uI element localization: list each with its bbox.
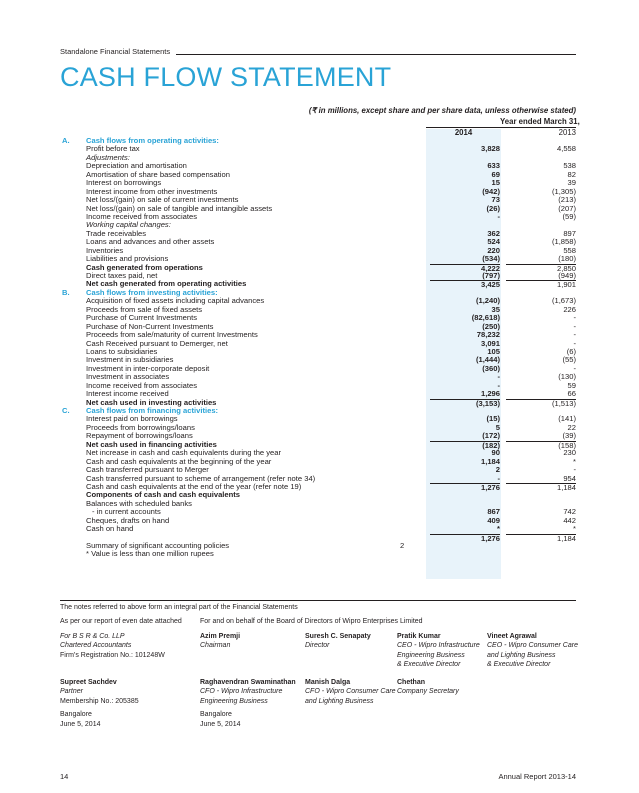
value-2014: 362: [487, 228, 500, 238]
signatory-senapaty: Suresh C. Senapaty Director: [305, 633, 371, 650]
value-2013: 39: [567, 178, 576, 188]
value-2014: (534): [482, 254, 500, 264]
report-name: Annual Report 2013-14: [498, 772, 576, 781]
value-2013: -: [573, 330, 576, 340]
value-2014: 105: [487, 346, 500, 356]
row-label: Cash flows from investing activities:: [86, 287, 218, 297]
value-2013: 226: [563, 304, 576, 314]
value-2014: (1,240): [475, 296, 500, 306]
row-label: Interest income from other investments: [86, 186, 218, 196]
value-2013: 2,850: [506, 264, 576, 273]
value-2013: (55): [562, 355, 576, 365]
board-behalf: For and on behalf of the Board of Directors of Wipro Enterprises Limited: [200, 618, 423, 625]
row-label: Acquisition of fixed assets including capital advances: [86, 296, 265, 306]
value-2013: (6): [566, 346, 576, 356]
table-row: [60, 550, 576, 558]
value-2014: -: [497, 380, 500, 390]
value-2014: 1,184: [480, 456, 500, 466]
value-2013: -: [573, 321, 576, 331]
row-label: Components of cash and cash equivalents: [86, 490, 241, 500]
value-2014: (172): [482, 431, 500, 441]
auditor-block: [60, 632, 165, 660]
value-2013: (158): [506, 441, 576, 450]
row-label: Income received from associates: [86, 211, 197, 221]
value-2013: 1,184: [506, 534, 576, 543]
value-2013: 1,901: [506, 280, 576, 289]
units-note: (₹ in millions, except share and per share data, unless otherwise stated): [308, 106, 576, 115]
value-2013: *: [573, 456, 576, 466]
row-label: Net loss/(gain) on sale of current investments: [86, 195, 239, 205]
value-2013: (39): [562, 431, 576, 441]
value-2013: 4,558: [556, 144, 576, 154]
value-2014: 73: [491, 195, 500, 205]
value-2013: 954: [563, 473, 576, 483]
row-label: Cash transferred pursuant to scheme of arrangement (refer note 34): [86, 473, 316, 483]
value-2014: 90: [491, 448, 500, 458]
value-2014: 220: [487, 245, 500, 255]
value-2014: -: [497, 211, 500, 221]
value-2013: (213): [558, 195, 576, 205]
value-2014: *: [497, 524, 500, 534]
row-label: Working capital changes:: [86, 220, 171, 230]
value-2013: -: [573, 338, 576, 348]
partner-block: Supreet Sachdev Partner Membership No.: 205385 Bangalore June 5, 2014: [60, 679, 139, 728]
row-label: Cash and cash equivalents at the end of the year (refer note 19): [86, 481, 302, 491]
row-label: Cash flows from financing activities:: [86, 406, 219, 415]
value-2014: (797): [482, 271, 500, 280]
row-label: Interest paid on borrowings: [86, 414, 178, 424]
value-2013: (141): [558, 414, 576, 424]
row-label: Net increase in cash and cash equivalents during the year: [86, 448, 282, 458]
value-2014: (3,153): [430, 399, 500, 408]
row-label: Cash on hand: [86, 524, 134, 534]
row-label: Loans and advances and other assets: [86, 237, 215, 247]
section-marker: C.: [62, 406, 70, 415]
table-row: [60, 525, 576, 533]
value-2014: 867: [487, 507, 500, 517]
integral-note: The notes referred to above form an integral part of the Financial Statements: [60, 604, 298, 611]
value-2014: 3,425: [430, 280, 500, 289]
signatory-premji: Azim Premji Chairman: [200, 633, 241, 650]
value-2014: 524: [487, 237, 500, 247]
value-2014: -: [497, 473, 500, 483]
row-label: Cash transferred pursuant to Merger: [86, 465, 209, 475]
value-2014: (942): [482, 186, 500, 196]
row-label: * Value is less than one million rupees: [86, 549, 214, 559]
row-label: Amortisation of share based compensation: [86, 169, 230, 179]
value-2013: (1,673): [551, 296, 576, 306]
signatory-manish: Manish Dalga CFO - Wipro Consumer Care and Lighting Business: [305, 679, 396, 705]
value-2014: (250): [482, 321, 500, 331]
value-2014: 5: [495, 422, 500, 432]
value-2013: 1,184: [506, 483, 576, 492]
row-label: Cheques, drafts on hand: [86, 515, 170, 525]
value-2014: 3,828: [480, 144, 500, 154]
value-2014: (15): [486, 414, 500, 424]
row-label: Purchase of Non-Current Investments: [86, 321, 214, 331]
value-2013: -: [573, 313, 576, 323]
value-2014: -: [497, 372, 500, 382]
row-label: Income received from associates: [86, 380, 197, 390]
row-label: Profit before tax: [86, 144, 140, 154]
row-label: Net cash generated from operating activities: [86, 279, 247, 289]
row-label: Loans to subsidiaries: [86, 346, 158, 356]
value-2013: 442: [563, 515, 576, 525]
value-2014: 35: [491, 304, 500, 314]
row-label: Proceeds from borrowings/loans: [86, 422, 195, 432]
row-label: Cash and cash equivalents at the beginning of the year: [86, 456, 272, 466]
value-2014: 4,222: [430, 264, 500, 273]
row-label: Balances with scheduled banks: [86, 498, 192, 508]
auditor-firm: Chartered Accountants: [60, 642, 132, 650]
value-2014: (360): [482, 363, 500, 373]
value-2013: (1,305): [551, 186, 576, 196]
row-label: Adjustments:: [86, 152, 130, 162]
section-marker: B.: [62, 287, 70, 297]
value-2013: 897: [563, 228, 576, 238]
value-2014: 1,276: [430, 483, 500, 492]
row-label: Cash Received pursuant to Demerger, net: [86, 338, 228, 348]
note-reference: 2: [400, 541, 405, 550]
row-label: Direct taxes paid, net: [86, 271, 158, 280]
value-2014: 1,276: [430, 534, 500, 543]
row-label: Investment in inter-corporate deposit: [86, 363, 210, 373]
value-2013: 558: [563, 245, 576, 255]
row-label: Interest on borrowings: [86, 178, 162, 188]
value-2013: (180): [558, 254, 576, 264]
row-label: Net cash used in financing activities: [86, 439, 217, 449]
value-2013: *: [573, 524, 576, 534]
value-2014: 69: [491, 169, 500, 179]
page-number: 14: [60, 772, 69, 781]
row-label: Inventories: [86, 245, 124, 255]
signatory-chethan: Chethan Company Secretary: [397, 679, 459, 696]
row-label: Trade receivables: [86, 228, 147, 238]
value-2014: 409: [487, 515, 500, 525]
year-prior-header: 2013: [558, 128, 576, 137]
value-2013: (1,858): [551, 237, 576, 247]
value-2013: 66: [567, 389, 576, 399]
row-label: Interest income received: [86, 389, 169, 399]
value-2013: (130): [558, 372, 576, 382]
value-2013: (1,513): [506, 399, 576, 408]
year-current-header: 2014: [454, 128, 473, 137]
value-2014: (1,444): [475, 355, 500, 365]
value-2013: (949): [558, 271, 576, 280]
value-2013: 82: [567, 169, 576, 179]
value-2014: (26): [486, 203, 500, 213]
value-2014: 2: [495, 465, 500, 475]
value-2013: (207): [558, 203, 576, 213]
value-2014: (182): [430, 441, 500, 450]
signatory-vineet: Vineet Agrawal CEO - Wipro Consumer Care and Lighting Business & Executive Director: [487, 633, 578, 669]
row-label: Net cash used in investing activities: [86, 397, 217, 407]
signatory-raghavendran: Raghavendran Swaminathan CFO - Wipro Infrastructure Engineering Business Bangalore June 5, 2014: [200, 679, 296, 728]
row-label: Liabilities and provisions: [86, 254, 169, 264]
row-label: Net loss/(gain) on sale of tangible and intangible assets: [86, 203, 273, 213]
value-2013: 22: [567, 422, 576, 432]
value-2013: 742: [563, 507, 576, 517]
value-2014: (82,618): [471, 313, 500, 323]
value-2013: 538: [563, 161, 576, 171]
auditor-reg: Firm's Registration No.: 101248W: [60, 651, 165, 659]
page-title: CASH FLOW STATEMENT: [60, 62, 392, 92]
row-label: Depreciation and amortisation: [86, 161, 187, 171]
signatory-pratik: Pratik Kumar CEO - Wipro Infrastructure Engineering Business & Executive Director: [397, 633, 480, 669]
value-2014: 633: [487, 161, 500, 171]
row-label: Proceeds from sale of fixed assets: [86, 304, 203, 314]
year-ended-label: Year ended March 31,: [500, 117, 580, 126]
header-rule: [176, 54, 576, 55]
row-label: Repayment of borrowings/loans: [86, 431, 193, 441]
row-label: Proceeds from sale/maturity of current Investments: [86, 330, 258, 340]
value-2013: (59): [562, 211, 576, 221]
value-2013: 59: [567, 380, 576, 390]
auditor-name: For B S R & Co. LLP: [60, 633, 125, 640]
row-label: Investment in associates: [86, 372, 170, 382]
value-2014: 78,232: [476, 330, 500, 340]
row-label: Purchase of Current Investments: [86, 313, 198, 323]
cash-flow-table: [60, 137, 576, 559]
row-label: Investment in subsidiaries: [86, 355, 174, 365]
value-2013: -: [573, 363, 576, 373]
section-label: Standalone Financial Statements: [60, 47, 171, 56]
value-2013: -: [573, 465, 576, 475]
value-2014: 3,091: [480, 338, 500, 348]
footer-rule: [60, 600, 576, 601]
row-label: Cash generated from operations: [86, 262, 203, 272]
value-2013: 230: [563, 448, 576, 458]
row-label: Summary of significant accounting policies: [86, 541, 230, 550]
value-2014: 1,296: [480, 389, 500, 399]
section-marker: A.: [62, 136, 70, 145]
row-label: - in current accounts: [92, 507, 161, 517]
row-label: Cash flows from operating activities:: [86, 136, 219, 145]
value-2014: 15: [491, 178, 500, 188]
report-reference: As per our report of even date attached: [60, 618, 182, 625]
table-row: [60, 145, 576, 153]
